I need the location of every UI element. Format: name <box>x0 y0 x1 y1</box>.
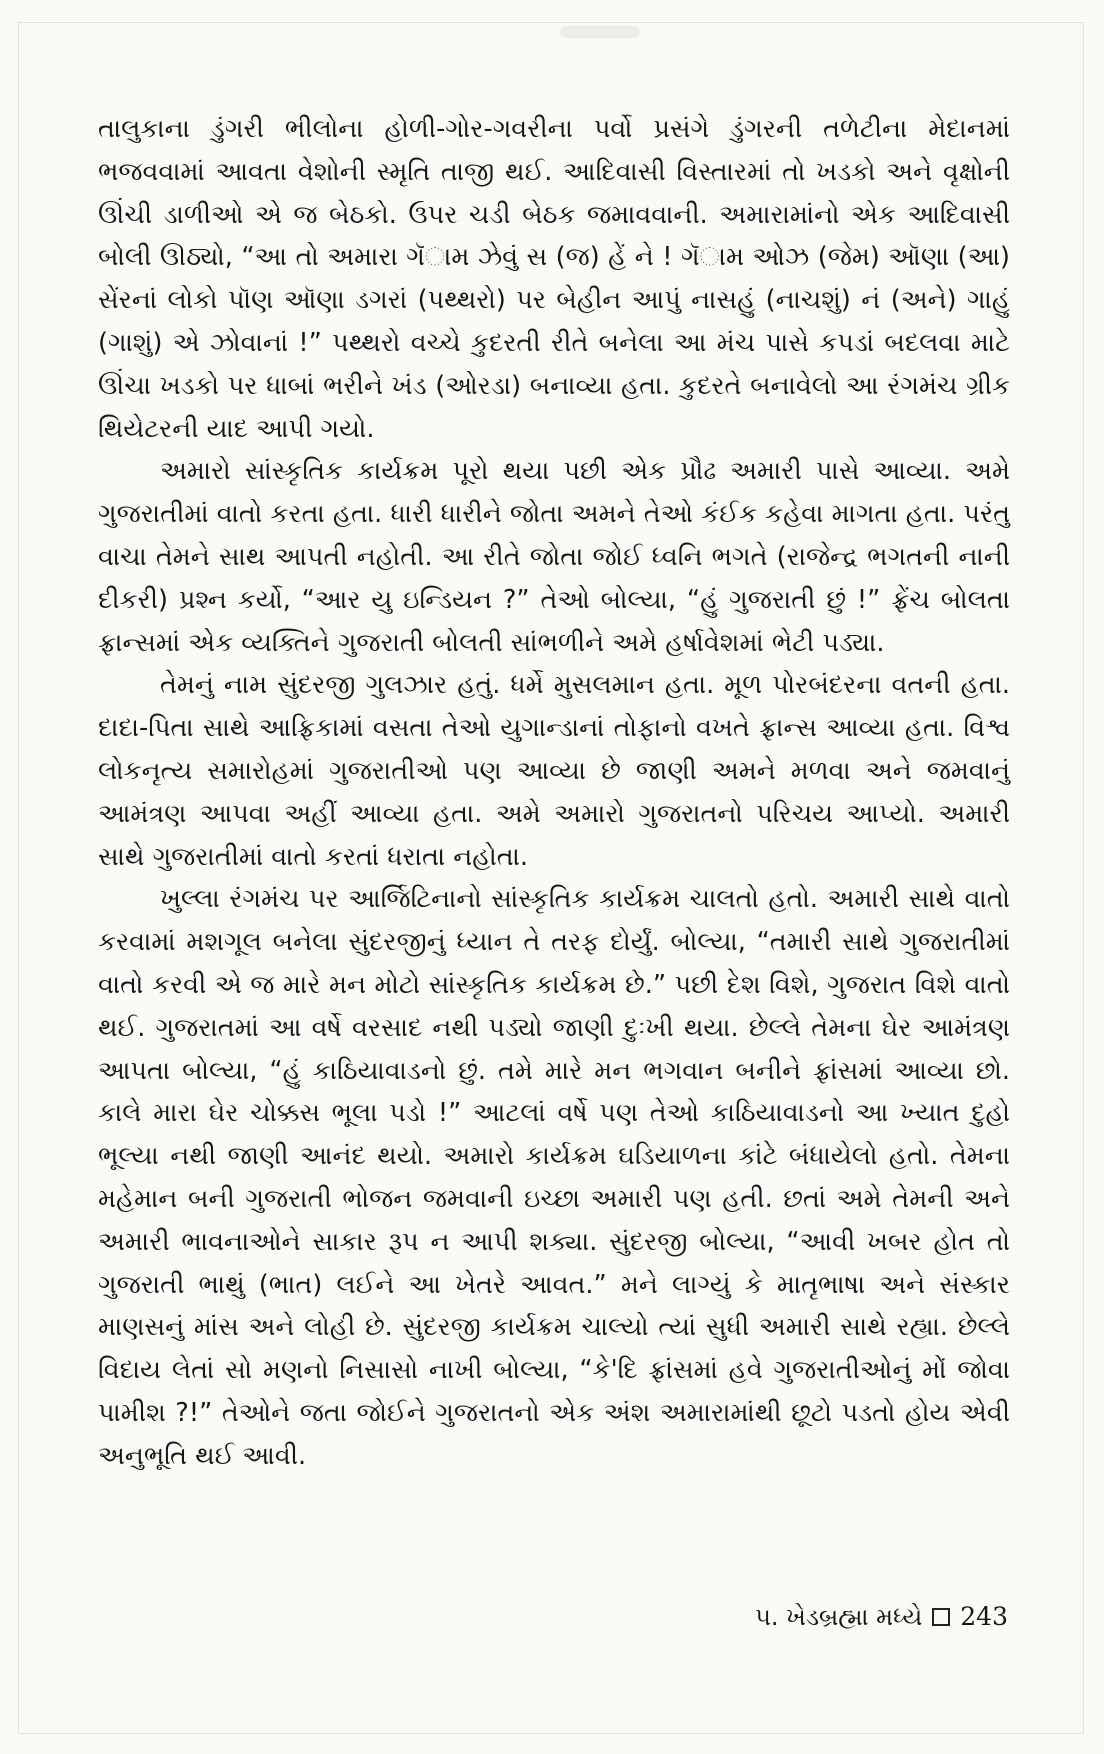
paragraph-3: તેમનું નામ સુંદરજી ગુલઝાર હતું. ધર્મે મુસલમાન હતા. મૂળ પોરબંદરના વતની હતા. દાદા-પિતા સાથે આફ્રિકામાં વસતા તેઓ યુગાન્ડાનાં તોફાનો વખતે ફ્રાન્સ આવ્યા હતા. વિશ્વ લોકનૃત્ય સમારોહમાં ગુજરાતીઓ પણ આવ્યા છે જાણી અમને મળવા અને જમવાનું આમંત્રણ આપવા અહીં આવ્યા હતા. અમે અમારો ગુજરાતનો પરિચય આપ્યો. અમારી સાથે ગુજરાતીમાં વાતો કરતાં ધરાતા નહોતા. <box>98 670 1010 872</box>
paragraph-4: ખુલ્લા રંગમંચ પર આર્જિટિનાનો સાંસ્કૃતિક કાર્યક્રમ ચાલતો હતો. અમારી સાથે વાતો કરવામાં મશગૂલ બનેલા સુંદરજીનું ધ્યાન તે તરફ દોર્યું. બોલ્યા, “તમારી સાથે ગુજરાતીમાં વાતો કરવી એ જ મારે મન મોટો સાંસ્કૃતિક કાર્યક્રમ છે.” પછી દેશ વિશે, ગુજરાત વિશે વાતો થઈ. ગુજરાતમાં આ વર્ષે વરસાદ નથી પડ્યો જાણી દુઃખી થયા. છેલ્લે તેમના ઘેર આમંત્રણ આપતા બોલ્યા, “હું કાઠિયાવાડનો છું. તમે મારે મન ભગવાન બનીને ફ્રાંસમાં આવ્યા છો. કાલે મારા ઘેર ચોક્કસ ભૂલા પડો !” આટલાં વર્ષે પણ તેઓ કાઠિયાવાડનો આ ખ્યાત દુહો ભૂલ્યા નથી જાણી આનંદ થયો. અમારો કાર્યક્રમ ઘડિયાળના કાંટે બંધાયેલો હતો. તેમના મહેમાન બની ગુજરાતી ભોજન જમવાની ઇચ્છા અમારી પણ હતી. છતાં અમે તેમની અને અમારી ભાવનાઓને સાકાર રૂપ ન આપી શક્યા. સુંદરજી બોલ્યા, “આવી ખબર હોત તો ગુજરાતી ભાથું (ભાત) લઈને આ ખેતરે આવત.” મને લાગ્યું કે માતૃભાષા અને સંસ્કાર માણસનું માંસ અને લોહી છે. સુંદરજી કાર્યક્રમ ચાલ્યો ત્યાં સુધી અમારી સાથે રહ્યા. છેલ્લે વિદાય લેતાં સો મણનો નિસાસો નાખી બોલ્યા, “કે'દિ ફ્રાંસમાં હવે ગુજરાતીઓનું મોં જોવા પામીશ ?!” તેઓને જતા જોઈને ગુજરાતનો એક અંશ અમારામાંથી છૂટો પડતો હોય એવી અનુભૂતિ થઈ આવી. <box>98 884 1010 1471</box>
body-text <box>98 108 1010 1478</box>
chapter-title: ૫. ખેડબ્રહ્મા મધ્યે <box>755 1602 923 1631</box>
paragraph-1: તાલુકાના ડુંગરી ભીલોના હોળી-ગોર-ગવરીના પર્વો પ્રસંગે ડુંગરની તળેટીના મેદાનમાં ભજવવામાં આવતા વેશોની સ્મૃતિ તાજી થઈ. આદિવાસી વિસ્તારમાં તો ખડકો અને વૃક્ષોની ઊંચી ડાળીઓ એ જ બેઠકો. ઉપર ચડી બેઠક જમાવવાની. અમારામાંનો એક આદિવાસી બોલી ઊઠ્યો, “આ તો અમારા ગૅામ ઝેવું સ (જ) હેં ને ! ગૅામ ઓઝ (જેમ) ઑણા (આ) સેંરનાં લોકો પૉણ ઑણા ડગરાં (પથ્થરો) પર બેહીન આપું નાસહું (નાચશું) નં (અને) ગાહું (ગાશું) એ ઝોવાનાં !” પથ્થરો વચ્ચે કુદરતી રીતે બનેલા આ મંચ પાસે કપડાં બદલવા માટે ઊંચા ખડકો પર ધાબાં ભરીને ખંડ (ઓરડા) બનાવ્યા હતા. કુદરતે બનાવેલો આ રંગમંચ ગ્રીક થિયેટરની યાદ આપી ગયો. <box>98 114 1010 444</box>
paragraph-2: અમારો સાંસ્કૃતિક કાર્યક્રમ પૂરો થયા પછી એક પ્રૌઢ અમારી પાસે આવ્યા. અમે ગુજરાતીમાં વાતો કરતા હતા. ધારી ધારીને જોતા અમને તેઓ કંઈક કહેવા માગતા હતા. પરંતુ વાચા તેમને સાથ આપતી નહોતી. આ રીતે જોતા જોઈ ધ્વનિ ભગતે (રાજેન્દ્ર ભગતની નાની દીકરી) પ્રશ્ન કર્યો, “આર યુ ઇન્ડિયન ?” તેઓ બોલ્યા, “હું ગુજરાતી છું !” ફ્રેંચ બોલતા ફ્રાન્સમાં એક વ્યક્તિને ગુજરાતી બોલતી સાંભળીને અમે હર્ષાવેશમાં ભેટી પડ્યા. <box>98 456 1010 658</box>
box-icon <box>932 1608 950 1626</box>
page-number: 243 <box>960 1602 1008 1631</box>
page-footer <box>755 1602 1008 1631</box>
scan-smudge <box>560 26 640 38</box>
